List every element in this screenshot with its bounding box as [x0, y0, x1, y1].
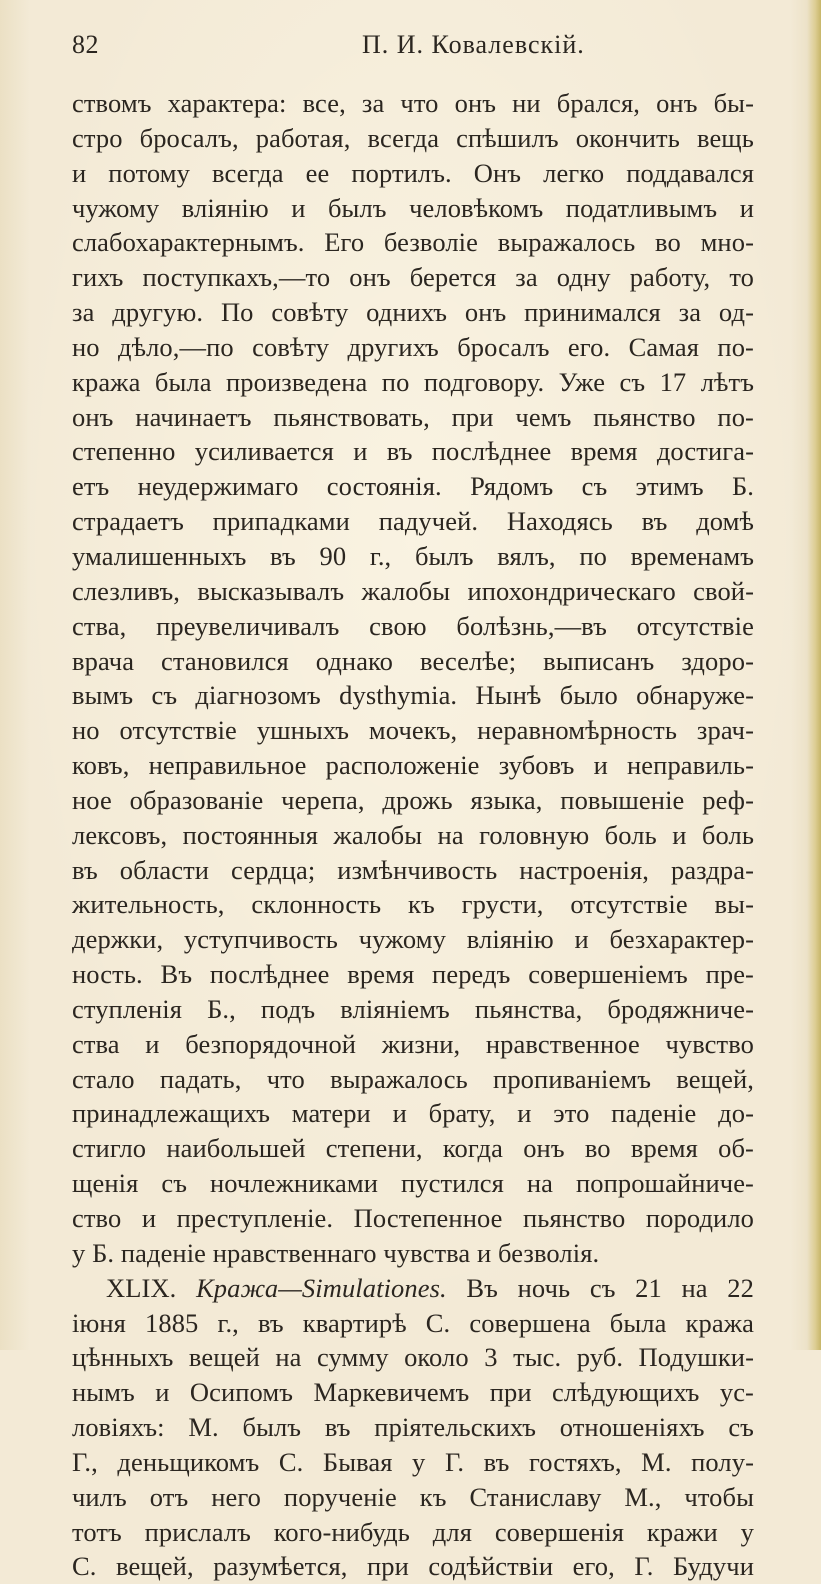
text-line: іюня 1885 г., въ квартирѣ С. совершена была кража [72, 1307, 754, 1338]
text-line: стро бросалъ, работая, всегда спѣшилъ окончить вещь [72, 122, 754, 153]
text-line: лексовъ, постоянныя жалобы на головную боль и боль [72, 819, 754, 850]
text-line: у Б. паденіе нравственнаго чувства и безволія. [72, 1237, 600, 1268]
page-edge-shadow [807, 0, 821, 1350]
section-first-line: Въ ночь съ 21 на 22 [466, 1272, 754, 1303]
text-line: щенія съ ночлежниками пустился на попрошайниче- [72, 1168, 754, 1199]
text-line: С. вещей, разумѣется, при содѣйствіи его, Г. Будучи [72, 1551, 754, 1582]
text-line: но отсутствіе ушныхъ мочекъ, неравномѣрность зрач- [72, 715, 754, 746]
running-title: П. И. Ковалевскій. [362, 30, 585, 59]
text-line: вымъ съ діагнозомъ dysthymia. Нынѣ было обнаруже- [72, 680, 754, 711]
section-number: XLIX. [106, 1272, 177, 1303]
text-line: слезливъ, высказывалъ жалобы ипохондрическаго свой- [72, 575, 754, 606]
text-line: въ области сердца; измѣнчивость настроенія, раздра- [72, 854, 754, 885]
running-header [72, 30, 752, 66]
text-line: и потому всегда ее портилъ. Онъ легко поддавался [72, 157, 754, 188]
text-line: тотъ прислалъ кого-нибудь для совершенія кражи у [72, 1516, 754, 1547]
text-line: чилъ отъ него порученіе къ Станиславу М., чтобы [72, 1481, 754, 1512]
text-line: ступленія Б., подъ вліяніемъ пьянства, бродяжниче- [72, 993, 754, 1024]
text-line: Г., деньщикомъ С. Бывая у Г. въ гостяхъ, М. полу- [72, 1446, 754, 1477]
text-line: нымъ и Осипомъ Маркевичемъ при слѣдующихъ ус- [72, 1377, 754, 1408]
text-line: ство и преступленіе. Постепенное пьянство породило [72, 1203, 754, 1233]
section-heading: Кража—Simulationes. [196, 1272, 447, 1303]
text-line: страдаетъ припадками падучей. Находясь въ домѣ [72, 506, 754, 537]
section-heading-line [72, 1271, 754, 1306]
text-line: принадлежащихъ матери и брату, и это паденіе до- [72, 1098, 754, 1129]
text-line: степенно усиливается и въ послѣднее время достига- [72, 436, 754, 467]
text-line: ность. Въ послѣднее время передъ совершеніемъ пре- [72, 959, 754, 990]
text-line: но дѣло,—по совѣту другихъ бросалъ его. Самая по- [72, 331, 754, 362]
text-line: гихъ поступкахъ,—то онъ берется за одну работу, то [72, 262, 754, 293]
text-line: цѣнныхъ вещей на сумму около 3 тыс. руб. Подушки- [72, 1342, 754, 1373]
text-line: ловіяхъ: М. былъ въ пріятельскихъ отношеніяхъ съ [72, 1412, 754, 1443]
text-line: кража была произведена по подговору. Уже съ 17 лѣтъ [72, 366, 754, 397]
text-line: ное образованіе черепа, дрожь языка, повышеніе реф- [72, 784, 754, 815]
text-line: стигло наибольшей степени, когда онъ во время об- [72, 1133, 754, 1164]
text-line: стало падать, что выражалось пропиваніемъ вещей, [72, 1063, 754, 1094]
text-line: ства и безпорядочной жизни, нравственное чувство [72, 1028, 754, 1059]
body-text [72, 86, 754, 1584]
text-line: врача становился однако веселѣе; выписанъ здоро- [72, 645, 754, 676]
text-line: держки, уступчивость чужому вліянію и безхарактер- [72, 924, 754, 955]
text-line: ковъ, неправильное расположеніе зубовъ и неправиль- [72, 750, 754, 781]
text-line: етъ неудержимаго состоянія. Рядомъ съ этимъ Б. [72, 471, 754, 502]
text-line: слабохарактернымъ. Его безволіе выражалось во мно- [72, 227, 754, 258]
text-line: за другую. По совѣту однихъ онъ принимался за од- [72, 297, 754, 328]
text-line: умалишенныхъ въ 90 г., былъ вялъ, по временамъ [72, 540, 754, 571]
text-line: ствомъ характера: все, за что онъ ни брался, онъ бы- [72, 88, 754, 118]
text-line: жительность, склонность къ грусти, отсутствіе вы- [72, 889, 754, 920]
text-line: чужому вліянію и былъ человѣкомъ податливымъ и [72, 192, 754, 223]
text-line: ства, преувеличивалъ свою болѣзнь,—въ отсутствіе [72, 610, 754, 641]
text-line: онъ начинаетъ пьянствовать, при чемъ пьянство по- [72, 401, 754, 432]
page-number: 82 [72, 30, 99, 59]
